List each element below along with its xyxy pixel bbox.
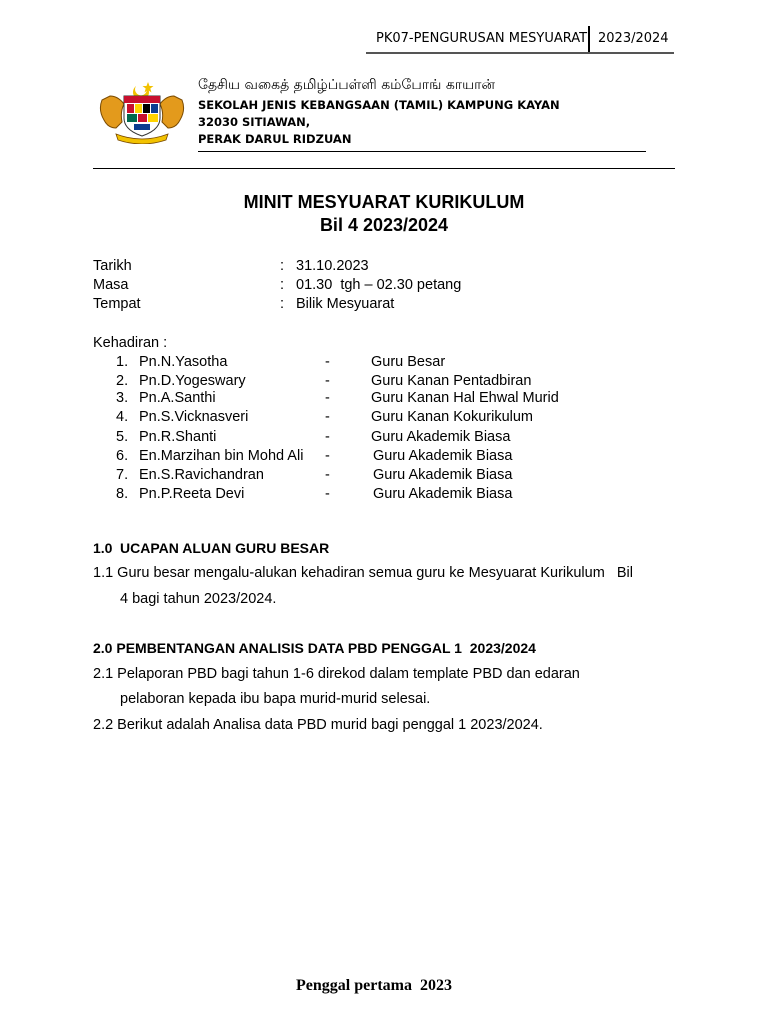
meta-value-date: 31.10.2023 (296, 258, 369, 274)
attendee-name: Pn.S.Vicknasveri (139, 409, 249, 425)
meta-value-time: 01.30 tgh – 02.30 petang (296, 277, 462, 293)
malaysia-coat-of-arms-icon (96, 78, 188, 144)
section-1-heading: UCAPAN ALUAN GURU BESAR (120, 540, 330, 556)
section-1-paragraph-line1: 1.1 Guru besar mengalu-alukan kehadiran semua guru ke Mesyuarat Kurikulum Bil (93, 565, 633, 581)
attendee-name: Pn.D.Yogeswary (139, 373, 246, 389)
letterhead-inner-rule (198, 151, 646, 152)
section-2-heading: 2.0 PEMBENTANGAN ANALISIS DATA PBD PENGGAL 1 2023/2024 (93, 640, 536, 656)
attendee-role: Guru Kanan Kokurikulum (371, 409, 533, 425)
attendee-role: Guru Akademik Biasa (373, 448, 513, 464)
meta-label-date: Tarikh (93, 258, 132, 274)
attendee-dash: - (325, 467, 330, 483)
attendee-name: Pn.N.Yasotha (139, 354, 228, 370)
attendee-number: 2. (116, 373, 129, 389)
attendee-dash: - (325, 390, 330, 406)
attendee-name: Pn.A.Santhi (139, 390, 216, 406)
attendee-dash: - (325, 429, 330, 445)
attendee-dash: - (325, 373, 330, 389)
attendance-heading: Kehadiran : (93, 335, 168, 351)
document-subtitle: Bil 4 2023/2024 (319, 215, 449, 235)
school-address-line1: 32030 SITIAWAN, (198, 115, 311, 129)
meta-sep-date: : (280, 258, 285, 274)
attendee-role: Guru Kanan Hal Ehwal Murid (371, 390, 559, 406)
meta-sep-place: : (280, 296, 285, 312)
doc-code: PK07-PENGURUSAN MESYUARAT (376, 31, 588, 46)
school-address-line2: PERAK DARUL RIDZUAN (198, 132, 352, 146)
attendee-number: 7. (116, 467, 129, 483)
attendee-number: 1. (116, 354, 129, 370)
attendee-dash: - (325, 409, 330, 425)
attendee-role: Guru Akademik Biasa (373, 486, 513, 502)
school-tamil-name: தேசிய வகைத் தமிழ்ப்பள்ளி கம்போங் காயான் (198, 77, 495, 93)
meta-label-time: Masa (93, 277, 129, 293)
header-divider (588, 26, 590, 52)
attendee-role: Guru Besar (371, 354, 446, 370)
attendee-role: Guru Akademik Biasa (373, 467, 513, 483)
section-2-paragraph-2: 2.2 Berikut adalah Analisa data PBD murid bagi penggal 1 2023/2024. (93, 717, 543, 733)
document-title: MINIT MESYUARAT KURIKULUM (243, 192, 525, 212)
attendee-number: 6. (116, 448, 129, 464)
attendee-dash: - (325, 354, 330, 370)
attendee-role: Guru Akademik Biasa (371, 429, 511, 445)
attendee-dash: - (325, 448, 330, 464)
attendee-name: En.S.Ravichandran (139, 467, 264, 483)
meta-value-place: Bilik Mesyuarat (296, 296, 395, 312)
doc-year: 2023/2024 (598, 31, 669, 46)
attendee-number: 8. (116, 486, 129, 502)
attendee-role: Guru Kanan Pentadbiran (371, 373, 532, 389)
header-rule (366, 52, 674, 54)
school-name: SEKOLAH JENIS KEBANGSAAN (TAMIL) KAMPUNG KAYAN (198, 98, 560, 112)
attendee-number: 4. (116, 409, 129, 425)
section-2-paragraph-1-line2: pelaboran kepada ibu bapa murid-murid selesai. (120, 691, 431, 707)
meta-sep-time: : (280, 277, 285, 293)
attendee-dash: - (325, 486, 330, 502)
attendee-name: Pn.R.Shanti (139, 429, 217, 445)
page-footer: Penggal pertama 2023 (296, 977, 452, 994)
attendee-name: En.Marzihan bin Mohd Ali (139, 448, 304, 464)
attendee-number: 3. (116, 390, 129, 406)
attendee-number: 5. (116, 429, 129, 445)
letterhead-outer-rule (93, 168, 675, 169)
section-2-paragraph-1-line1: 2.1 Pelaporan PBD bagi tahun 1-6 direkod dalam template PBD dan edaran (93, 666, 580, 682)
section-1-paragraph-line2: 4 bagi tahun 2023/2024. (120, 591, 277, 607)
attendee-name: Pn.P.Reeta Devi (139, 486, 245, 502)
section-1-number: 1.0 (93, 540, 113, 556)
meta-label-place: Tempat (93, 296, 141, 312)
